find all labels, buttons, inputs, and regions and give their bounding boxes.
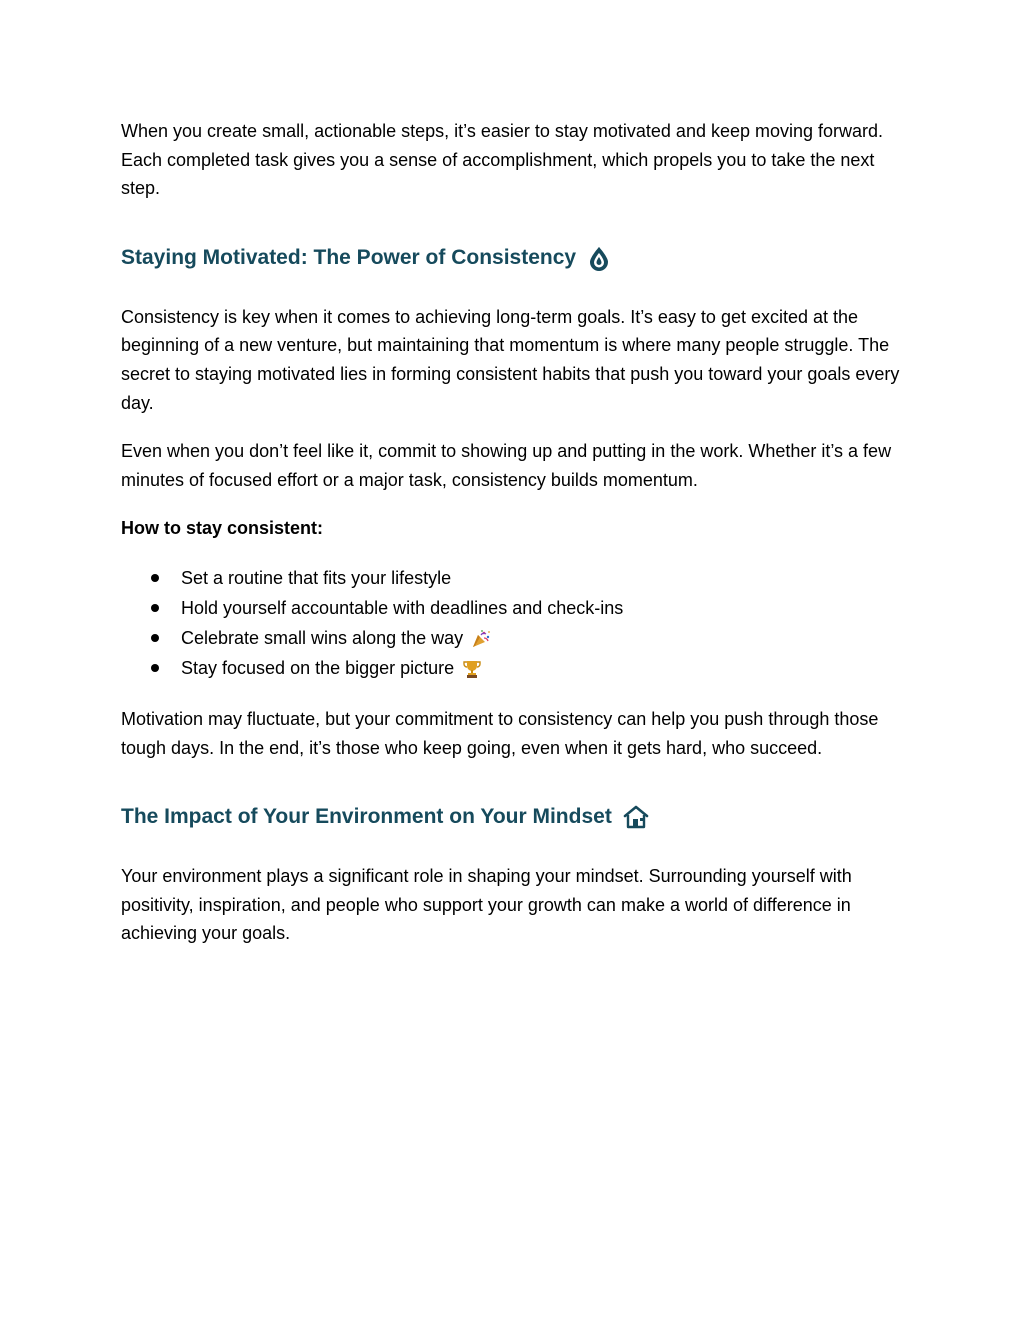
- list-item: [121, 623, 911, 653]
- consistency-paragraph-1: Consistency is key when it comes to achieving long-term goals. It’s easy to get excited at the beginning of a new venture, but maintaining that momentum is where many people struggle. The secret to staying motivated lies in forming consistent habits that push you toward your goals every day.: [121, 306, 900, 413]
- bullet-icon: [151, 664, 159, 672]
- list-item-text: Celebrate small wins along the way: [181, 627, 464, 648]
- section-heading-environment: [121, 802, 911, 832]
- list-item-text: Stay focused on the bigger picture: [181, 657, 455, 678]
- trophy-icon: [462, 658, 482, 678]
- document-page: [121, 117, 911, 948]
- section-heading-consistency-text: Staying Motivated: The Power of Consistency: [121, 245, 577, 269]
- list-item: [121, 653, 911, 683]
- droplet-icon: [586, 245, 612, 271]
- list-item-text: Set a routine that fits your lifestyle: [181, 567, 452, 588]
- party-popper-icon: [471, 628, 491, 648]
- list-item: [121, 593, 911, 623]
- section-heading-consistency: [121, 243, 911, 273]
- section-heading-environment-text: The Impact of Your Environment on Your Mindset: [121, 805, 612, 829]
- consistency-closing-paragraph: Motivation may fluctuate, but your commitment to consistency can help you push through those tough days. In the end, it’s those who keep going, even when it gets hard, who succeed.: [121, 708, 879, 758]
- intro-paragraph: When you create small, actionable steps, it’s easier to stay motivated and keep moving forward. Each completed task gives you a sense of accomplishment, which propels you to take the next step.: [121, 121, 884, 199]
- bullet-icon: [151, 634, 159, 642]
- house-icon: [622, 804, 648, 830]
- list-item-text: Hold yourself accountable with deadlines and check-ins: [181, 597, 624, 618]
- bullet-icon: [151, 604, 159, 612]
- bullet-icon: [151, 574, 159, 582]
- environment-paragraph: Your environment plays a significant role in shaping your mindset. Surrounding yourself with positivity, inspiration, and people who support your growth can make a world of difference in achieving your goals.: [121, 866, 852, 944]
- consistency-list: [121, 563, 911, 683]
- consistency-paragraph-2: Even when you don’t feel like it, commit to showing up and putting in the work. Whether it’s a few minutes of focused effort or a major task, consistency builds momentum.: [121, 441, 892, 490]
- list-item: [121, 563, 911, 593]
- list-label: How to stay consistent:: [121, 518, 324, 539]
